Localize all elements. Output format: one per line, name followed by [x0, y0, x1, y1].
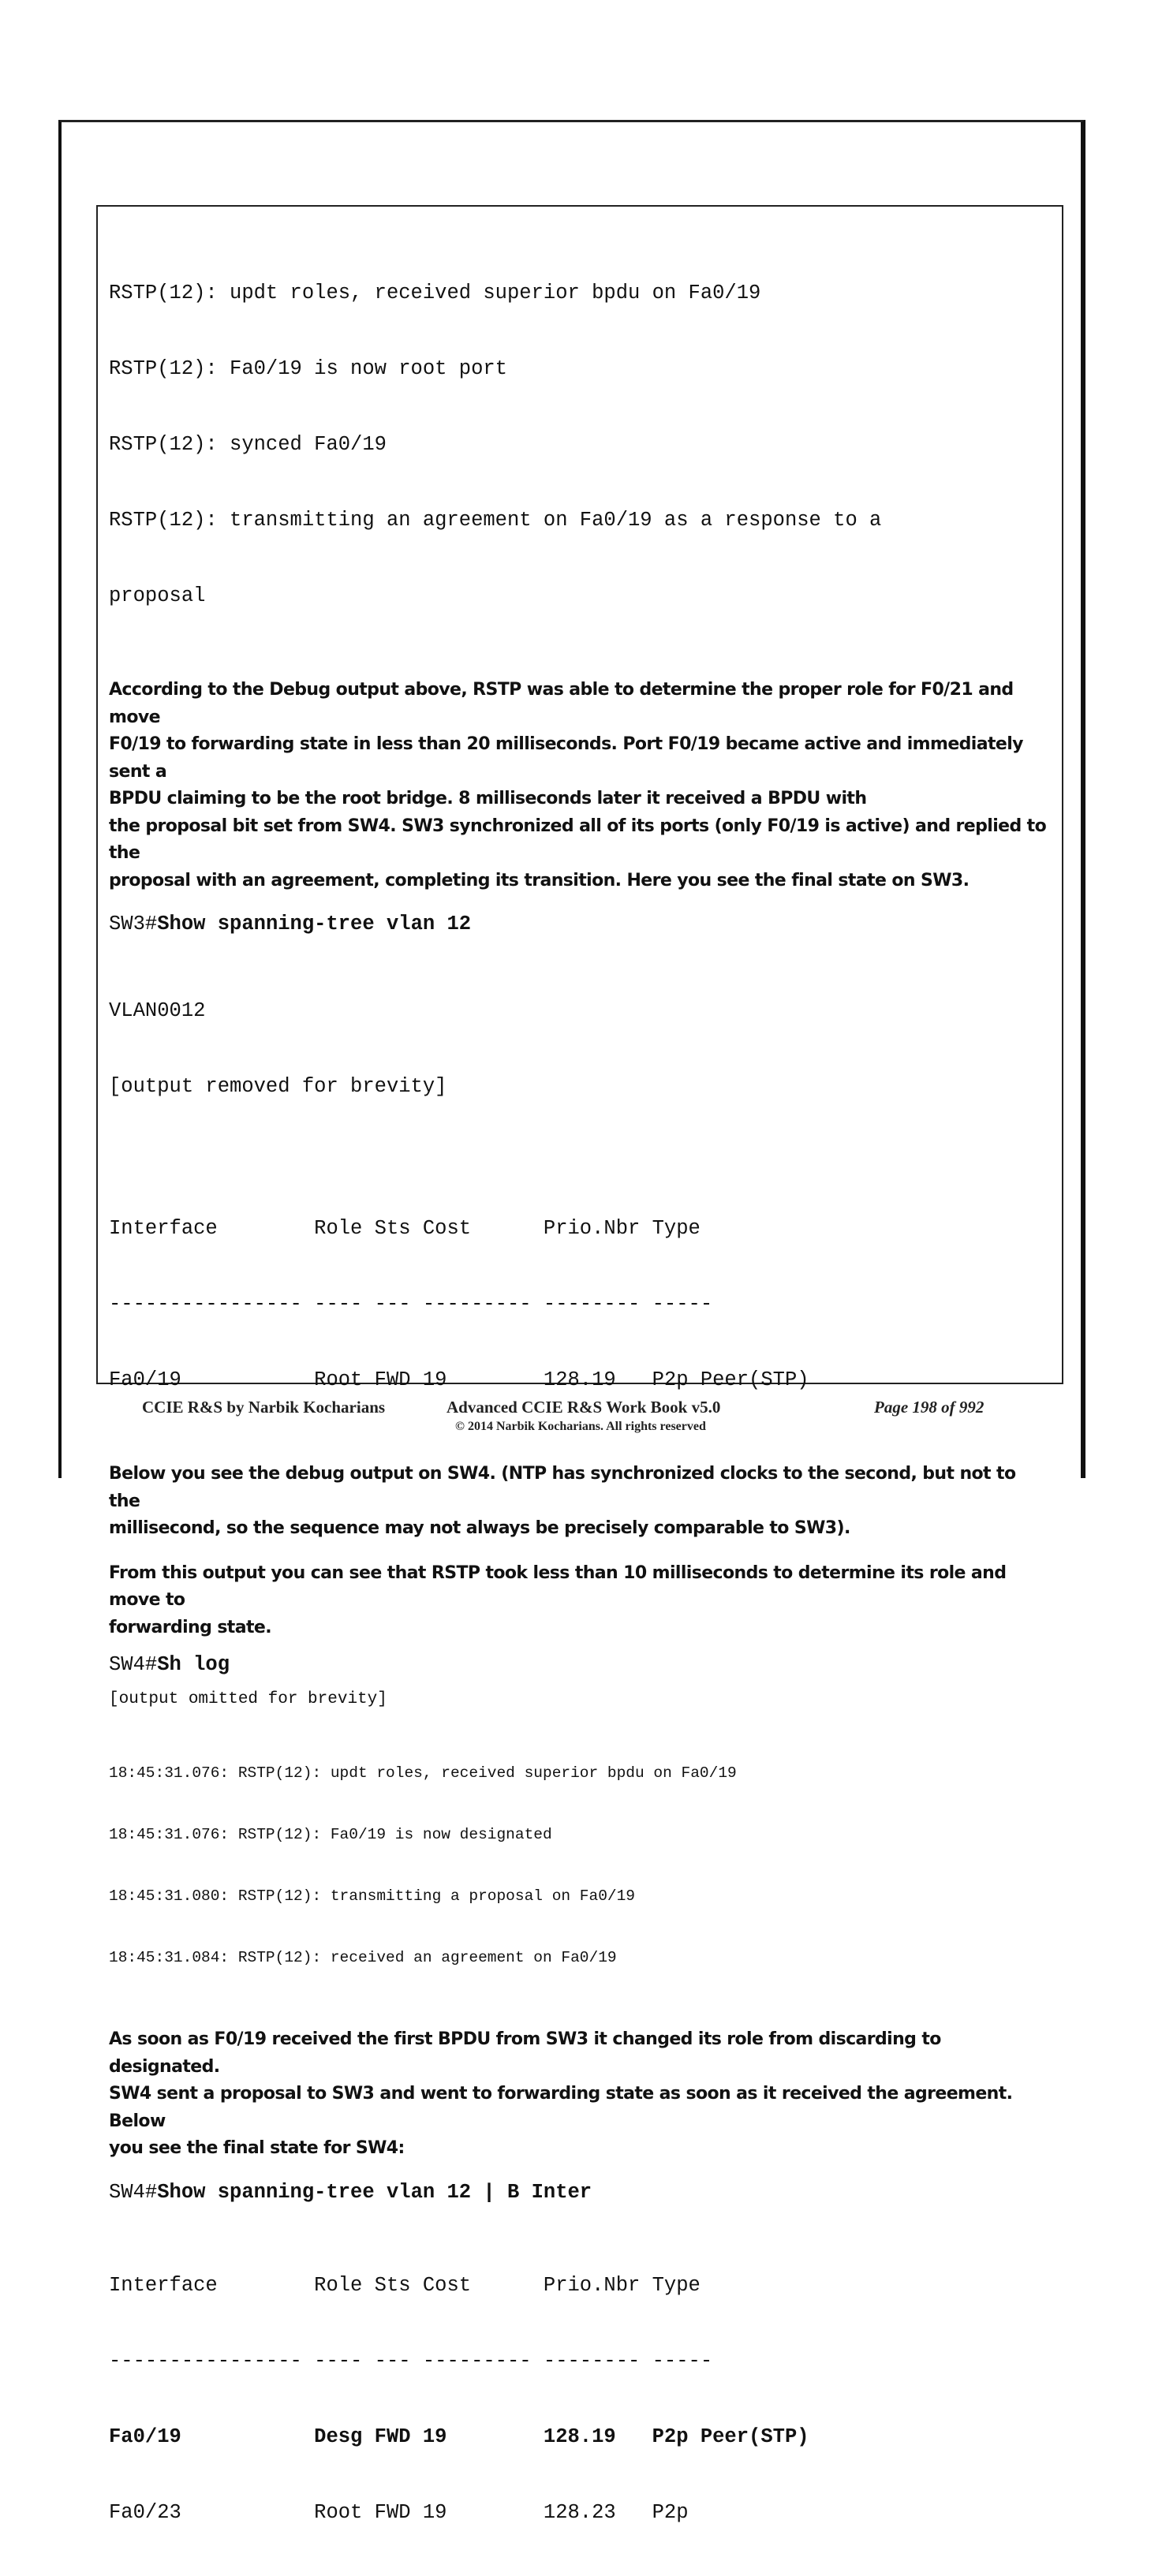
sw4-log-note: [output omitted for brevity] — [109, 1690, 387, 1708]
sw4-show-command — [109, 2180, 1051, 2205]
sw3-show-command — [109, 912, 1051, 937]
log-line: 18:45:31.076: RSTP(12): Fa0/19 is now designated — [109, 1826, 552, 1843]
table-header: Interface Role Sts Cost Prio.Nbr Type — [109, 1217, 701, 1240]
table-divider: ---------------- ---- --- --------- -------- ----- — [109, 2349, 713, 2373]
sw3-show-output — [109, 948, 1051, 1443]
text-line: the proposal bit set from SW4. SW3 synchronized all of its ports (only F0/19 is active) and replied to the — [109, 816, 1047, 863]
text-line: forwarding state. — [109, 1617, 271, 1637]
footer-book-title: Advanced CCIE R&S Work Book v5.0 — [446, 1398, 721, 1417]
log-line: 18:45:31.076: RSTP(12): updt roles, received superior bpdu on Fa0/19 — [109, 1764, 737, 1782]
footer-author: CCIE R&S by Narbik Kocharians — [142, 1398, 386, 1417]
output-note: [output removed for brevity] — [109, 1075, 447, 1098]
vlan-label: VLAN0012 — [109, 999, 206, 1022]
table-row: Fa0/19 Root FWD 19 128.19 P2p Peer(STP) — [109, 1368, 809, 1391]
debug-line: proposal — [109, 584, 206, 607]
text-line: BPDU claiming to be the root bridge. 8 milliseconds later it received a BPDU with — [109, 789, 867, 808]
cli-command: Sh log — [157, 1653, 230, 1676]
sw4-show-output — [109, 2223, 1051, 2576]
text-line: proposal with an agreement, completing its transition. Here you see the final state on SW3. — [109, 870, 970, 890]
text-line: you see the final state for SW4: — [109, 2138, 405, 2158]
text-line: Below you see the debug output on SW4. (NTP has synchronized clocks to the second, but not to the — [109, 1464, 1016, 1511]
table-row: Fa0/23 Root FWD 19 128.23 P2p — [109, 2500, 689, 2524]
debug-line: RSTP(12): transmitting an agreement on Fa0/19 as a response to a — [109, 509, 882, 532]
text-line: According to the Debug output above, RSTP was able to determine the proper role for F0/21 and move — [109, 680, 1014, 727]
text-line: millisecond, so the sequence may not always be precisely comparable to SW3). — [109, 1518, 850, 1538]
debug-line: RSTP(12): updt roles, received superior bpdu on Fa0/19 — [109, 282, 761, 304]
sw3-debug-output — [109, 230, 1051, 659]
debug-line: RSTP(12): synced Fa0/19 — [109, 433, 387, 456]
cli-command: Show spanning-tree vlan 12 | B Inter — [157, 2180, 592, 2204]
table-row: Fa0/19 Desg FWD 19 128.19 P2p Peer(STP) — [109, 2425, 809, 2448]
cli-prompt: SW3# — [109, 913, 158, 935]
text-line: SW4 sent a proposal to SW3 and went to forwarding state as soon as it received the agreement. Below — [109, 2084, 1013, 2131]
paragraph-sw3-explanation — [109, 677, 1051, 894]
text-line: From this output you can see that RSTP took less than 10 milliseconds to determine its role and move to — [109, 1562, 1007, 1610]
table-divider: ---------------- ---- --- --------- -------- ----- — [109, 1293, 713, 1316]
text-line: As soon as F0/19 received the first BPDU from SW3 it changed its role from discarding to designated. — [109, 2029, 941, 2077]
paragraph-sw4-explanation — [109, 2026, 1051, 2163]
debug-line: RSTP(12): Fa0/19 is now root port — [109, 357, 507, 380]
footer-page-number: Page 198 of 992 — [874, 1398, 985, 1417]
text-line: F0/19 to forwarding state in less than 20 milliseconds. Port F0/19 became active and immediately sent a — [109, 734, 1023, 782]
sw4-log-command — [109, 1652, 1051, 1678]
cli-prompt: SW4# — [109, 2180, 158, 2204]
log-line: 18:45:31.080: RSTP(12): transmitting a proposal on Fa0/19 — [109, 1887, 636, 1905]
table-header: Interface Role Sts Cost Prio.Nbr Type — [109, 2273, 701, 2297]
paragraph-sw4-timing — [109, 1560, 1051, 1642]
cli-prompt: SW4# — [109, 1653, 158, 1676]
paragraph-ntp-note — [109, 1461, 1051, 1543]
sw4-log-output — [109, 1722, 1051, 2009]
footer-copyright: © 2014 Narbik Kocharians. All rights reserved — [455, 1420, 706, 1433]
log-line: 18:45:31.084: RSTP(12): received an agreement on Fa0/19 — [109, 1949, 617, 1966]
cli-command: Show spanning-tree vlan 12 — [157, 913, 472, 935]
